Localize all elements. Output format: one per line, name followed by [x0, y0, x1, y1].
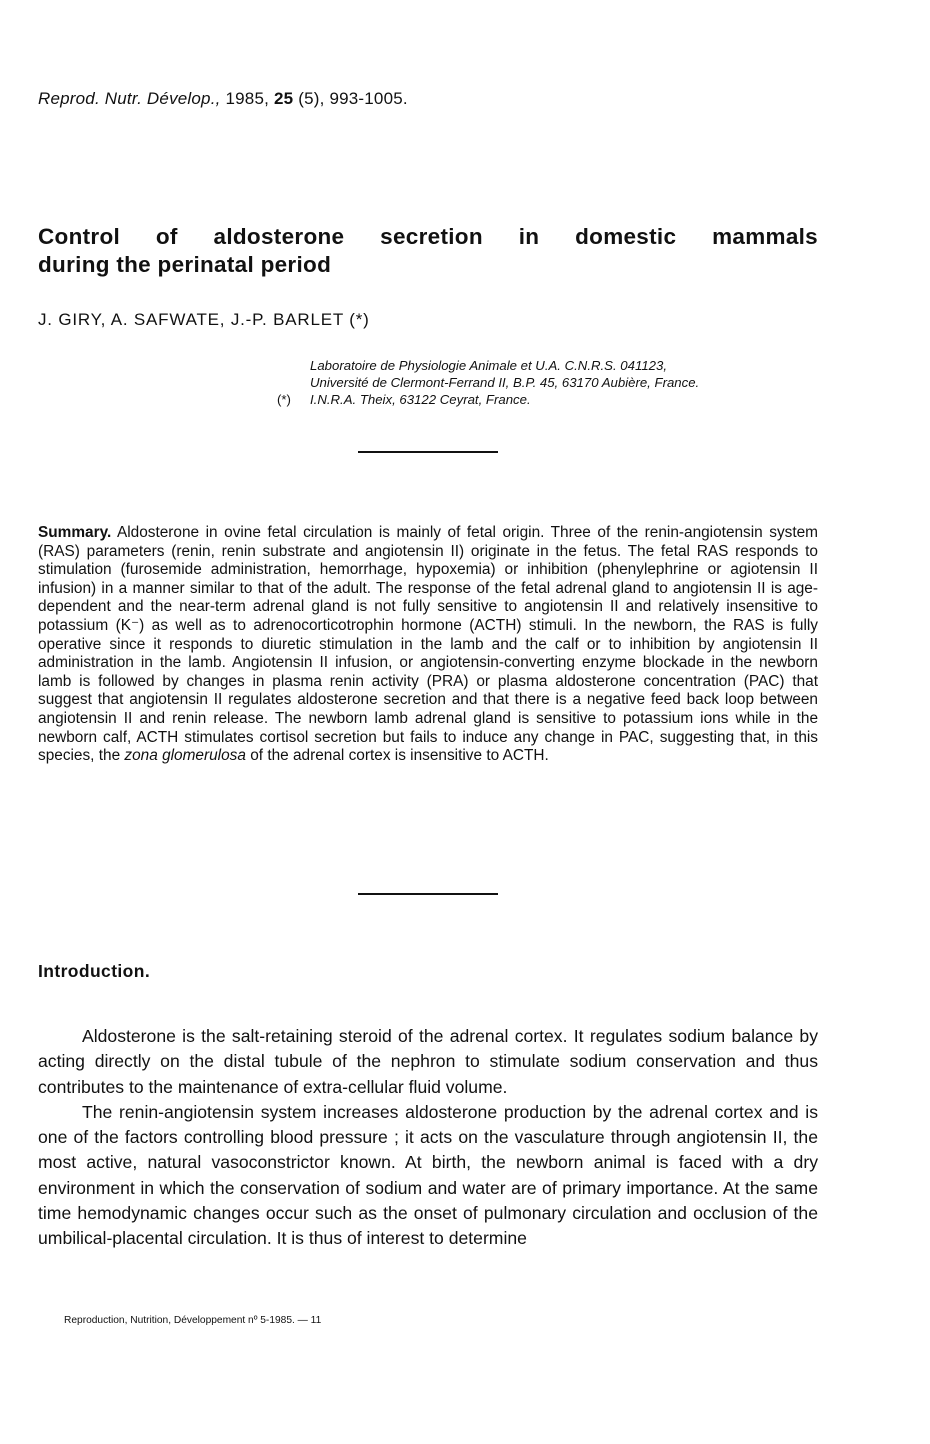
intro-paragraph-2: The renin-angiotensin system increases aldosterone production by the adrenal cortex and is one of the factors controlling blood pressure ; it acts on the vasculature through angiotensin II, the most active, natural vasoconstrictor known. At birth, the newborn animal is faced with a dry environment in which the conservation of sodium and water are of primary importance. At the same time hemodynamic changes occur such as the onset of pulmonary circulation and occlusion of the umbilical-placental circulation. It is thus of interest to determine	[38, 1101, 818, 1249]
affiliation-line-1: Laboratoire de Physiologie Animale et U.A. C.N.R.S. 041123,	[310, 358, 667, 373]
journal-citation	[38, 89, 408, 109]
summary-label: Summary.	[38, 524, 112, 541]
affiliation-line-3	[277, 391, 817, 408]
section-heading-introduction: Introduction.	[38, 961, 151, 981]
title-line-1: Control of aldosterone secretion in domestic mammals	[38, 224, 818, 249]
journal-year: 1985,	[225, 89, 270, 108]
summary-abstract	[38, 524, 818, 766]
affiliations	[277, 357, 817, 408]
journal-volume: 25	[273, 89, 294, 108]
article-title	[38, 223, 818, 279]
page-footer: Reproduction, Nutrition, Développement nº 5-1985. — 11	[64, 1315, 322, 1326]
intro-paragraph-1: Aldosterone is the salt-retaining steroid of the adrenal cortex. It regulates sodium balance by acting directly on the distal tubule of the nephron to stimulate sodium conservation and thus contributes to the maintenance of extra-cellular fluid volume.	[38, 1026, 818, 1097]
journal-issue-pages: (5), 993-1005.	[298, 89, 408, 108]
separator-rule-bottom	[358, 893, 498, 895]
affiliation-line-2: Université de Clermont-Ferrand II, B.P. 45, 63170 Aubière, France.	[310, 375, 700, 390]
summary-text: Aldosterone in ovine fetal circulation is mainly of fetal origin. Three of the renin-angiotensin system (RAS) parameters (renin, renin substrate and angiotensin II) originate in the fetus. The fetal RAS responds to stimulation (furosemide administration, hemorrhage, hypoxemia) or inhibition (phenylephrine or agiotensin II infusion) in a manner similar to that of the adult. The response of the fetal adrenal gland to angiotensin II is age-dependent and the near-term adrenal gland is not fully sensitive to angiotensin II and relatively insensitive to potassium (K⁻) as well as to adrenocorticotrophin hormone (ACTH) stimuli. In the newborn, the RAS is fully operative since it responds to diuretic stimulation in the lamb and the calf or to inhibition by angiotensin II administration in the lamb. Angiotensin II infusion, or angiotensin-converting enzyme blockade in the newborn lamb is followed by changes in plasma renin activity (PRA) or plasma aldosterone concentration (PAC) that suggest that angiotensin II regulates aldosterone secretion and that there is a negative feed back loop between angiotensin II and renin release. The newborn lamb adrenal gland is sensitive to potassium ions while in the newborn calf, ACTH stimulates cortisol secretion but fails to induce any change in PAC, suggesting that, in this species, the	[38, 524, 818, 765]
journal-name: Reprod. Nutr. Dévelop.,	[38, 89, 221, 108]
title-line-2: during the perinatal period	[38, 252, 332, 277]
summary-italic-term: zona glomerulosa	[124, 747, 246, 765]
affiliation-mark: (*)	[277, 392, 291, 407]
author-list: J. GIRY, A. SAFWATE, J.-P. BARLET (*)	[38, 310, 370, 329]
affiliation-line-3-text: I.N.R.A. Theix, 63122 Ceyrat, France.	[310, 392, 531, 407]
summary-text-end: of the adrenal cortex is insensitive to ACTH.	[250, 747, 549, 765]
separator-rule-top	[358, 451, 498, 453]
introduction-body	[38, 1024, 818, 1252]
